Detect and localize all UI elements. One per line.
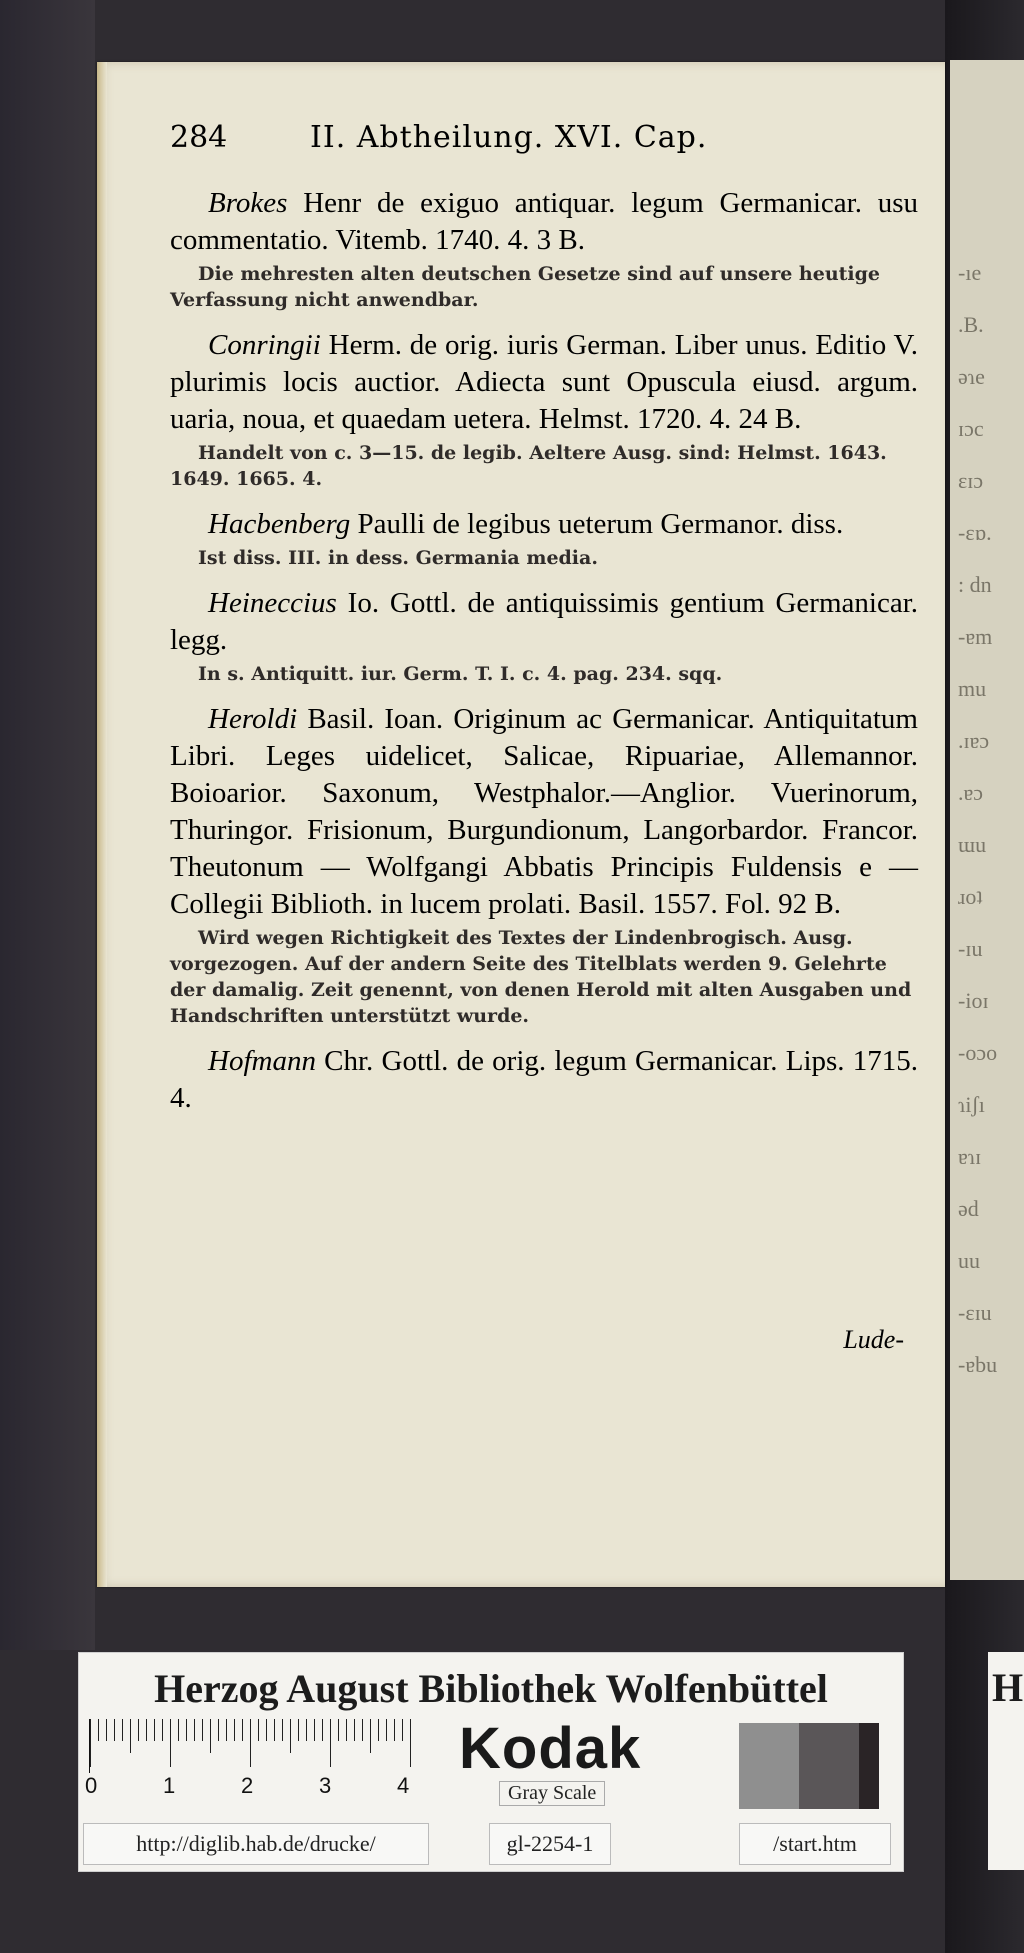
ruler-tick: [346, 1719, 347, 1741]
entry-note: Handelt von c. 3—15. de legib. Aeltere Ausg. sind: Helmst. 1643. 1649. 1665. 4.: [170, 442, 887, 490]
ruler-tick: [178, 1719, 179, 1741]
ruler-tick: [378, 1719, 379, 1741]
ruler: [89, 1719, 430, 1773]
adjacent-page-fragment: əd: [958, 1196, 979, 1221]
ruler-tick: [338, 1719, 339, 1741]
adjacent-page-fragment: -oɔo: [958, 1040, 998, 1065]
ruler-tick: [290, 1719, 291, 1753]
ruler-tick: [266, 1719, 267, 1741]
adjacent-page-fragment: -ɛɪu: [958, 1300, 992, 1325]
entry-text: Chr. Gottl. de orig. legum Germanicar. Lips. 1715. 4.: [170, 1045, 918, 1114]
gray-patch-2: [739, 1723, 799, 1809]
adjacent-page-fragment: : dn: [958, 572, 992, 597]
ruler-tick: [122, 1719, 123, 1741]
bibliography-entry: [170, 585, 918, 687]
gray-patch-3: [799, 1723, 859, 1809]
entry-author: Heineccius: [208, 587, 337, 619]
ruler-tick: [194, 1719, 195, 1741]
bibliography-entry: [170, 701, 918, 1029]
entry-note: Ist diss. III. in dess. Germania media.: [198, 547, 598, 569]
entry-author: Brokes: [208, 187, 288, 219]
adjacent-page-fragment: -ɐm: [958, 624, 993, 649]
entry-author: Heroldi: [208, 703, 298, 735]
gray-scale-label: Gray Scale: [499, 1781, 605, 1806]
ruler-tick: [250, 1719, 251, 1767]
entry-citation: [170, 506, 918, 543]
scan-backdrop-left: [0, 0, 95, 1650]
ruler-tick: [170, 1719, 171, 1767]
ruler-tick: [98, 1719, 99, 1741]
ruler-tick: [138, 1719, 139, 1741]
ruler-tick: [410, 1719, 411, 1767]
shelfmark-code: gl-2254-1: [489, 1823, 611, 1865]
ruler-tick: [354, 1719, 355, 1741]
running-title: II. Abtheilung. XVI. Cap.: [310, 120, 708, 155]
ruler-tick: [362, 1719, 363, 1741]
page-header: [170, 120, 790, 170]
source-url: http://diglib.hab.de/drucke/: [83, 1823, 429, 1865]
adjacent-page-fragment: .ɐɔ: [958, 780, 984, 805]
adjacent-target-card: [988, 1652, 1024, 1870]
entry-note: Die mehresten alten deutschen Gesetze sind auf unsere heutige Verfassung nicht anwendbar.: [170, 263, 880, 311]
entry-citation: [170, 327, 918, 438]
adjacent-page-fragment: -ɐbu: [958, 1352, 998, 1377]
adjacent-page-fragment: -εɒ.: [958, 520, 992, 545]
entry-author: Hacbenberg: [208, 508, 351, 540]
ruler-tick: [218, 1719, 219, 1741]
ruler-tick: [298, 1719, 299, 1741]
ruler-tick: [386, 1719, 387, 1741]
page-number: 284: [170, 120, 228, 155]
adjacent-page: [950, 60, 1024, 1580]
entry-citation: [170, 185, 918, 259]
ruler-label: 1: [163, 1773, 176, 1798]
ruler-tick: [306, 1719, 307, 1741]
ruler-label: 2: [241, 1773, 254, 1798]
adjacent-page-fragment: .ɪɐɔ: [958, 728, 990, 753]
ruler-label: 0: [85, 1773, 98, 1798]
bibliography-entry: [170, 185, 918, 313]
entry-text: Paulli de legibus ueterum Germanor. diss.: [350, 508, 844, 540]
entry-text: Herm. de orig. iuris German. Liber unus. Editio V. plurimis locis auctior. Adiecta sunt Opuscula eiusd. argum. uaria, noua, et quaedam uetera. Helmst. 1720. 4. 24 B.: [170, 329, 918, 435]
ruler-labels: [85, 1773, 425, 1803]
entry-citation: [170, 585, 918, 659]
page-body: [170, 185, 918, 1123]
ruler-tick: [202, 1719, 203, 1741]
bibliography-entry: [170, 506, 918, 571]
adjacent-page-fragment: ɹoʇ: [958, 884, 983, 909]
ruler-tick: [274, 1719, 275, 1741]
ruler-tick: [90, 1719, 91, 1767]
entry-text: Henr de exiguo antiquar. legum Germanicar. usu commentatio. Vitemb. 1740. 4. 3 B.: [170, 187, 918, 256]
ruler-tick: [226, 1719, 227, 1741]
gray-patch-1: [679, 1723, 739, 1809]
ruler-tick: [322, 1719, 323, 1741]
ruler-tick: [402, 1719, 403, 1741]
ruler-tick: [130, 1719, 131, 1753]
ruler-tick: [330, 1719, 331, 1767]
library-name: Herzog August Bibliothek Wolfenbüttel: [154, 1666, 828, 1711]
ruler-tick: [242, 1719, 243, 1741]
adjacent-page-fragment: uu: [958, 1248, 980, 1273]
entry-author: Conringii: [208, 329, 321, 361]
adjacent-page-fragment: ɪɔc: [958, 416, 984, 441]
ruler-label: 3: [319, 1773, 332, 1798]
bibliography-entry: [170, 327, 918, 492]
adjacent-page-fragment: ɐɿɪ: [958, 1144, 982, 1169]
ruler-tick: [154, 1719, 155, 1741]
ruler-tick: [282, 1719, 283, 1741]
ruler-tick: [314, 1719, 315, 1741]
kodak-logo: Kodak: [459, 1716, 642, 1781]
ruler-tick: [394, 1719, 395, 1741]
entry-citation: [170, 1043, 918, 1117]
catchword: Lude-: [843, 1325, 904, 1354]
entry-note: In s. Antiquitt. iur. Germ. T. I. c. 4. pag. 234. sqq.: [198, 663, 723, 685]
entry-author: Hofmann: [208, 1045, 316, 1077]
ruler-tick: [370, 1719, 371, 1753]
adjacent-page-fragment: ɛɪɔ: [958, 468, 984, 493]
adjacent-page-fragment: .B.: [958, 312, 984, 337]
start-path: /start.htm: [739, 1823, 891, 1865]
ruler-tick: [234, 1719, 235, 1741]
color-target-card: [78, 1652, 904, 1872]
adjacent-page-fragment: ɿiʃı: [958, 1092, 985, 1117]
ruler-tick: [258, 1719, 259, 1741]
ruler-tick: [114, 1719, 115, 1741]
ruler-label: 4: [397, 1773, 410, 1798]
adjacent-page-fragment: -ɪu: [958, 936, 983, 961]
gray-patch-4: [859, 1723, 879, 1809]
adjacent-page-fragment: -ioɪ: [958, 988, 989, 1013]
ruler-tick: [162, 1719, 163, 1741]
entry-text: Io. Gottl. de antiquissimis gentium Germanicar. legg.: [170, 587, 918, 656]
ruler-tick: [106, 1719, 107, 1741]
ruler-tick: [146, 1719, 147, 1741]
ruler-tick: [210, 1719, 211, 1753]
adjacent-page-fragment: ɯu: [958, 832, 987, 857]
ruler-tick: [186, 1719, 187, 1741]
adjacent-target-text: H: [992, 1665, 1024, 1710]
bibliography-entry: [170, 1043, 918, 1117]
adjacent-page-fragment: əɿe: [958, 364, 985, 389]
entry-note: Wird wegen Richtigkeit des Textes der Lindenbrogisch. Ausg. vorgezogen. Auf der andern Seite des Titelblats werden 9. Gelehrte der damalig. Zeit genennt, von denen Herold mit alten Ausgaben und Handschriften unterstützt wurde.: [170, 927, 912, 1027]
adjacent-page-fragment: -ıe: [958, 260, 982, 285]
adjacent-page-fragment: mu: [958, 676, 987, 701]
page-gutter-shadow: [97, 62, 107, 1587]
entry-text: Basil. Ioan. Originum ac Germanicar. Antiquitatum Libri. Leges uidelicet, Salicae, Ripuariae, Allemannor. Boioarior. Saxonum, Westphalor.—Anglior. Vuerinorum, Thuringor. Frisionum, Burgundionum, Langorbardor. Francor. Theutonum — Wolfgangi Abbatis Principis Fuldensis e — Collegii Biblioth. in lucem prolati. Basil. 1557. Fol. 92 B.: [170, 703, 918, 920]
entry-citation: [170, 701, 918, 923]
